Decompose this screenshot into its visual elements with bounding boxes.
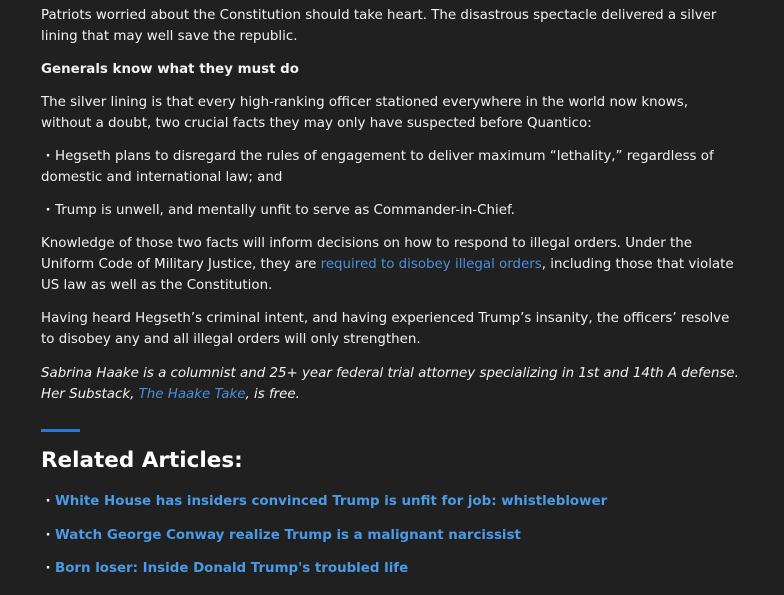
related-articles-heading: Related Articles:	[41, 448, 243, 473]
paragraph-intro: Patriots worried about the Constitution should take heart. The disastrous spectacle delivered a silver lining that may well save the republic.	[41, 8, 717, 44]
bullet-dot: ·	[45, 561, 51, 576]
article-body	[41, 5, 741, 592]
bullet-item	[41, 200, 741, 221]
bullet-dot: ·	[45, 149, 51, 164]
related-article-item	[41, 525, 741, 546]
author-bio	[41, 363, 741, 405]
paragraph-text: , including those that violate US law as well as the Constitution.	[41, 257, 734, 293]
bullet-dot: ·	[45, 494, 51, 509]
substack-link[interactable]: The Haake Take	[138, 387, 246, 402]
bio-text: , is free.	[245, 387, 300, 402]
bullet-text: Hegseth plans to disregard the rules of engagement to deliver maximum “lethality,” regardless of domestic and international law; and	[41, 149, 714, 185]
related-article-item	[41, 491, 741, 512]
paragraph-resolve: Having heard Hegseth’s criminal intent, and having experienced Trump’s insanity, the officers’ resolve to disobey any and all illegal orders will only strengthen.	[41, 311, 730, 347]
paragraph-text: Knowledge of those two facts will inform decisions on how to respond to illegal orders. Under the Uniform Code of Military Justice, they are	[41, 236, 692, 272]
bio-text: Sabrina Haake is a columnist and 25+ year federal trial attorney specializing in 1st and 14th A defense. Her Substack,	[41, 366, 739, 402]
section-subheading: Generals know what they must do	[41, 62, 299, 77]
related-article-link[interactable]: Born loser: Inside Donald Trump's troubled life	[55, 561, 409, 576]
related-article-item	[41, 558, 741, 579]
section-divider	[41, 429, 80, 432]
bullet-item	[41, 146, 741, 188]
bullet-dot: ·	[45, 527, 51, 543]
paragraph-silver-lining: The silver lining is that every high-ranking officer stationed everywhere in the world now knows, without a doubt, two crucial facts they may only have suspected before Quantico:	[41, 95, 688, 131]
paragraph-illegal-orders	[41, 233, 741, 296]
illegal-orders-link[interactable]: required to disobey illegal orders	[320, 257, 542, 272]
related-article-link[interactable]: White House has insiders convinced Trump is unfit for job: whistleblower	[55, 494, 608, 509]
bullet-text: Trump is unwell, and mentally unfit to serve as Commander-in-Chief.	[55, 203, 515, 218]
related-article-link[interactable]: Watch George Conway realize Trump is a malignant narcissist	[55, 527, 521, 543]
bullet-dot: ·	[45, 203, 51, 218]
